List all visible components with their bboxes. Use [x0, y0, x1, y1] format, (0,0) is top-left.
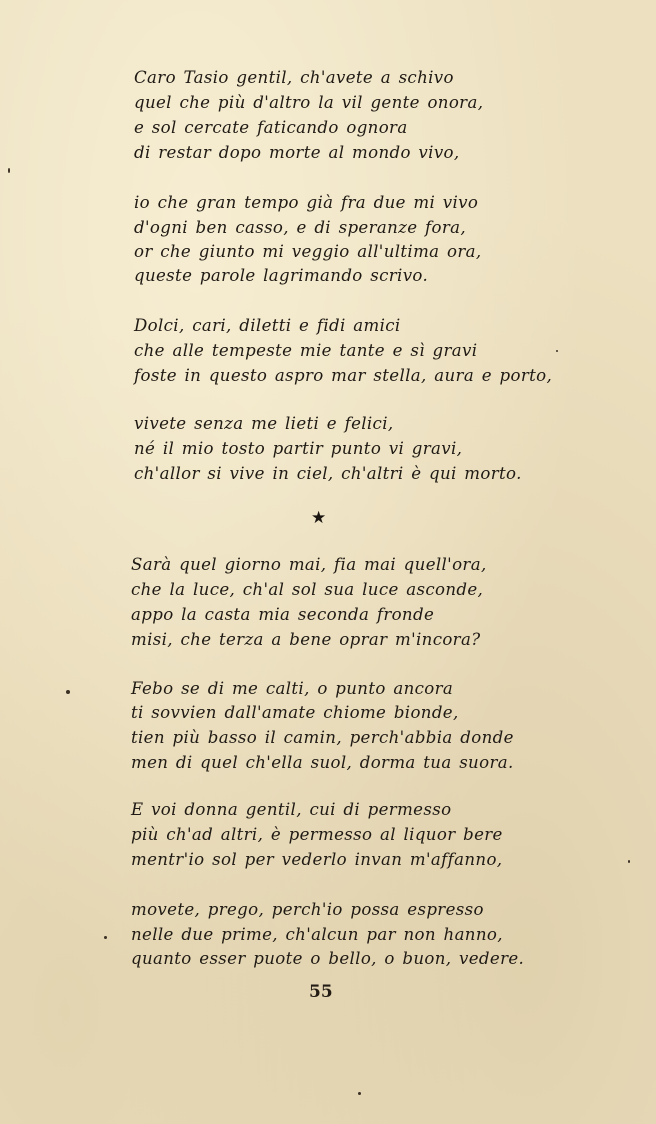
poem-line: ti sovvien dall'amate chiome bionde,: [131, 703, 459, 722]
poem-line: tien più basso il camin, perch'abbia donde: [131, 728, 514, 747]
poem-line: E voi donna gentil, cui di permesso: [131, 800, 452, 819]
paper-speck: [556, 350, 558, 352]
page-number: 55: [309, 982, 333, 1002]
poem-line: Febo se di me calti, o punto ancora: [131, 679, 454, 698]
poem-line: quanto esser puote o bello, o buon, vedere.: [131, 949, 525, 968]
poem-line: Caro Tasio gentil, ch'avete a schivo: [134, 68, 454, 87]
poem-line: foste in questo aspro mar stella, aura e porto,: [134, 366, 553, 385]
poem-line: or che giunto mi veggio all'ultima ora,: [134, 242, 482, 261]
section-separator-star: ★: [311, 508, 327, 528]
poem-line: movete, prego, perch'io possa espresso: [131, 900, 484, 919]
poem-line: misi, che terza a bene oprar m'incora?: [131, 630, 481, 649]
poem-line: mentr'io sol per vederlo invan m'affanno,: [131, 850, 503, 869]
paper-speck: [8, 168, 10, 173]
poem-line: io che gran tempo già fra due mi vivo: [134, 193, 479, 212]
poem-line: né il mio tosto partir punto vi gravi,: [134, 439, 463, 458]
poem-line: d'ogni ben casso, e di speranze fora,: [134, 218, 467, 237]
poem-line: più ch'ad altri, è permesso al liquor bere: [131, 825, 503, 844]
paper-speck: [628, 860, 630, 863]
poem-line: che la luce, ch'al sol sua luce asconde,: [131, 580, 484, 599]
poem-line: Dolci, cari, diletti e fidi amici: [134, 316, 401, 335]
poem-line: ch'allor si vive in ciel, ch'altri è qui morto.: [134, 464, 522, 483]
poem-line: vivete senza me lieti e felici,: [134, 414, 394, 433]
paper-speck: [358, 1092, 361, 1095]
poem-line: appo la casta mia seconda fronde: [131, 605, 435, 624]
poem-line: e sol cercate faticando ognora: [134, 118, 408, 137]
poem-line: di restar dopo morte al mondo vivo,: [134, 143, 460, 162]
paper-speck: [104, 936, 107, 939]
poem-line: nelle due prime, ch'alcun par non hanno,: [131, 925, 503, 944]
poem-line: queste parole lagrimando scrivo.: [134, 266, 429, 285]
poem-line: quel che più d'altro la vil gente onora,: [134, 93, 484, 112]
poem-line: Sarà quel giorno mai, fia mai quell'ora,: [131, 555, 487, 574]
paper-speck: [66, 690, 70, 694]
poem-line: che alle tempeste mie tante e sì gravi: [134, 341, 478, 360]
poem-line: men di quel ch'ella suol, dorma tua suora.: [131, 753, 514, 772]
